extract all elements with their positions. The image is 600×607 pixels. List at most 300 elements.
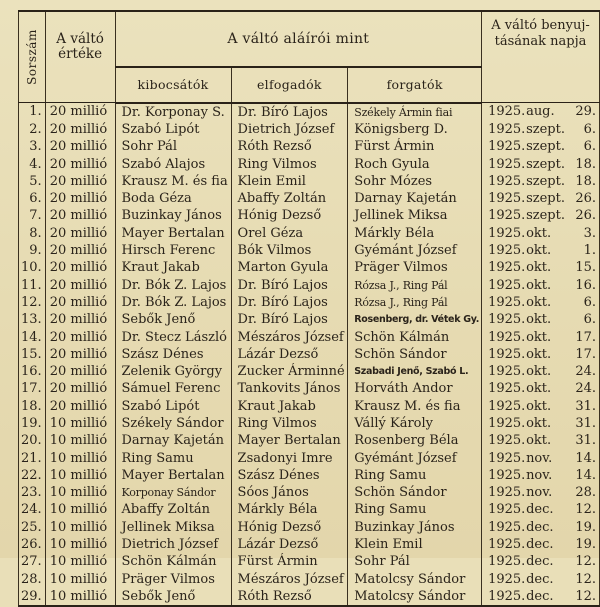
endorser: Rosenberg, dr. Vétek Gy. [348,311,482,328]
bill-value: 20 millió [45,328,115,345]
row-number: 11. [19,276,46,293]
date-month: dec. [526,588,554,604]
date-day: 12. [575,554,597,570]
issuer: Abaffy Zoltán [115,501,231,518]
date-year: 1925. [488,381,526,397]
bill-value: 10 millió [45,571,115,588]
row-number: 8. [19,225,46,242]
date-month: okt. [526,398,552,414]
acceptor: Hónig Dezső [231,207,348,224]
row-number: 24. [19,501,46,518]
endorser: Darnay Kajetán [348,190,482,207]
date-year: 1925. [488,156,526,172]
endorser: Matolcsy Sándor [348,571,482,588]
table-row [19,519,600,536]
header-kibocsatok: kibocsátók [115,67,231,102]
date-day: 18. [575,173,597,189]
header-elfogadok: elfogadók [231,67,348,102]
issuer: Zelenik György [115,363,231,380]
date-day: 31. [575,398,597,414]
date-day: 14. [575,467,597,483]
header-sorszam [19,11,46,103]
date-day: 31. [575,433,597,449]
bill-value: 10 millió [45,467,115,484]
table-row [19,328,600,345]
bill-value: 20 millió [45,311,115,328]
header-forgatok: forgatók [348,67,482,102]
endorser: Schön Kálmán [348,328,482,345]
date-month: szept. [526,191,565,207]
submission-date [482,432,600,449]
issuer: Szabó Lipót [115,398,231,415]
bill-value: 20 millió [45,276,115,293]
date-year: 1925. [488,277,526,293]
submission-date [482,588,600,606]
date-year: 1925. [488,243,526,259]
row-number: 29. [19,588,46,606]
endorser: Márkly Béla [348,225,482,242]
issuer: Dr. Bók Z. Lajos [115,276,231,293]
table-row [19,346,600,363]
header-alairok: A váltó aláírói mint [115,11,482,67]
date-month: okt. [526,433,552,449]
acceptor: Szász Dénes [231,467,348,484]
issuer: Darnay Kajetán [115,432,231,449]
submission-date [482,207,600,224]
date-day: 24. [575,364,597,380]
date-day: 18. [575,156,597,172]
row-number: 14. [19,328,46,345]
endorser: Rosenberg Béla [348,432,482,449]
date-year: 1925. [488,450,526,466]
date-year: 1925. [488,364,526,380]
bill-value: 20 millió [45,346,115,363]
date-day: 17. [575,346,597,362]
date-day: 6. [583,312,597,328]
row-number: 7. [19,207,46,224]
submission-date [482,190,600,207]
row-number: 12. [19,294,46,311]
acceptor: Orel Géza [231,225,348,242]
row-number: 9. [19,242,46,259]
table-row [19,155,600,172]
date-year: 1925. [488,208,526,224]
endorser: Sohr Mózes [348,173,482,190]
submission-date [482,415,600,432]
issuer: Mayer Bertalan [115,225,231,242]
endorser: Rózsa J., Ring Pál [348,276,482,293]
endorser: Matolcsy Sándor [348,588,482,606]
bill-value: 20 millió [45,259,115,276]
submission-date [482,449,600,466]
date-day: 28. [575,485,597,501]
bill-value: 20 millió [45,242,115,259]
date-month: okt. [526,381,552,397]
endorser: Ring Samu [348,501,482,518]
date-day: 29. [575,104,597,120]
issuer: Sebők Jenő [115,311,231,328]
date-year: 1925. [488,519,526,535]
date-day: 6. [583,139,597,155]
row-number: 15. [19,346,46,363]
acceptor: Klein Emil [231,173,348,190]
acceptor: Kraut Jakab [231,398,348,415]
submission-date [482,484,600,501]
endorser: Krausz M. és fia [348,398,482,415]
submission-date [482,553,600,570]
date-year: 1925. [488,415,526,431]
table-row [19,553,600,570]
table-row [19,242,600,259]
table-row [19,415,600,432]
date-month: dec. [526,571,554,587]
bill-value: 10 millió [45,415,115,432]
date-month: szept. [526,156,565,172]
acceptor: Lázár Dezső [231,536,348,553]
table-row [19,501,600,518]
endorser: Horváth Andor [348,380,482,397]
header-benyujtas: A váltó benyuj- tásának napja [482,11,600,103]
date-day: 6. [583,121,597,137]
table-header [19,11,600,103]
date-year: 1925. [488,502,526,518]
issuer: Dr. Korponay S. [115,103,231,121]
date-year: 1925. [488,121,526,137]
submission-date [482,276,600,293]
row-number: 27. [19,553,46,570]
table-row [19,225,600,242]
submission-date [482,138,600,155]
endorser: Ring Samu [348,467,482,484]
date-year: 1925. [488,329,526,345]
acceptor: Sóos János [231,484,348,501]
submission-date [482,363,600,380]
issuer: Boda Géza [115,190,231,207]
bill-value: 10 millió [45,501,115,518]
bill-value: 20 millió [45,380,115,397]
submission-date [482,225,600,242]
date-year: 1925. [488,433,526,449]
date-year: 1925. [488,260,526,276]
endorser: Schön Sándor [348,484,482,501]
issuer: Kraut Jakab [115,259,231,276]
table-row [19,294,600,311]
date-day: 3. [583,225,597,241]
table-row [19,588,600,606]
acceptor: Ring Vilmos [231,155,348,172]
bill-value: 20 millió [45,207,115,224]
acceptor: Zucker Árminné [231,363,348,380]
submission-date [482,242,600,259]
acceptor: Fürst Ármin [231,553,348,570]
endorser: Buzinkay János [348,519,482,536]
endorser: Roch Gyula [348,155,482,172]
date-month: okt. [526,225,552,241]
issuer: Buzinkay János [115,207,231,224]
date-day: 14. [575,450,597,466]
date-day: 12. [575,502,597,518]
date-day: 16. [575,277,597,293]
acceptor: Dr. Bíró Lajos [231,103,348,121]
table-row [19,467,600,484]
bill-value: 20 millió [45,138,115,155]
bill-of-exchange-table [18,10,600,607]
date-month: nov. [526,450,553,466]
bill-value: 20 millió [45,155,115,172]
acceptor: Mészáros József [231,571,348,588]
row-number: 4. [19,155,46,172]
row-number: 16. [19,363,46,380]
date-month: nov. [526,467,553,483]
date-year: 1925. [488,139,526,155]
endorser: Königsberg D. [348,121,482,138]
issuer: Sámuel Ferenc [115,380,231,397]
table-row [19,190,600,207]
submission-date [482,173,600,190]
endorser: Vállý Károly [348,415,482,432]
acceptor: Bók Vilmos [231,242,348,259]
bill-value: 10 millió [45,553,115,570]
table-row [19,432,600,449]
issuer: Szabó Lipót [115,121,231,138]
endorser: Szabadi Jenő, Szabó L. [348,363,482,380]
table-row [19,173,600,190]
acceptor: Marton Gyula [231,259,348,276]
date-year: 1925. [488,588,526,604]
date-day: 1. [583,243,597,259]
submission-date [482,519,600,536]
date-year: 1925. [488,191,526,207]
table-row [19,380,600,397]
row-number: 17. [19,380,46,397]
acceptor: Mészáros József [231,328,348,345]
date-year: 1925. [488,312,526,328]
submission-date [482,501,600,518]
bill-value: 20 millió [45,121,115,138]
date-day: 19. [575,519,597,535]
endorser: Präger Vilmos [348,259,482,276]
row-number: 5. [19,173,46,190]
date-day: 31. [575,415,597,431]
date-month: dec. [526,537,554,553]
bill-value: 20 millió [45,103,115,121]
issuer: Dr. Bók Z. Lajos [115,294,231,311]
issuer: Sebők Jenő [115,588,231,606]
endorser: Jellinek Miksa [348,207,482,224]
acceptor: Lázár Dezső [231,346,348,363]
bill-value: 20 millió [45,398,115,415]
date-year: 1925. [488,485,526,501]
date-month: okt. [526,294,552,310]
issuer: Krausz M. és fia [115,173,231,190]
date-month: okt. [526,243,552,259]
row-number: 25. [19,519,46,536]
date-day: 26. [575,208,597,224]
table-row [19,571,600,588]
table-row [19,121,600,138]
table-row [19,311,600,328]
endorser: Rózsa J., Ring Pál [348,294,482,311]
bill-value: 20 millió [45,190,115,207]
issuer: Szabó Alajos [115,155,231,172]
date-year: 1925. [488,571,526,587]
date-year: 1925. [488,294,526,310]
row-number: 13. [19,311,46,328]
date-month: okt. [526,415,552,431]
issuer: Präger Vilmos [115,571,231,588]
row-number: 26. [19,536,46,553]
issuer: Szász Dénes [115,346,231,363]
issuer: Schön Kálmán [115,553,231,570]
table-row [19,103,600,121]
table-row [19,363,600,380]
date-month: okt. [526,312,552,328]
acceptor: Róth Rezső [231,138,348,155]
acceptor: Róth Rezső [231,588,348,606]
table-row [19,449,600,466]
bill-value: 10 millió [45,432,115,449]
submission-date [482,155,600,172]
submission-date [482,398,600,415]
issuer: Sohr Pál [115,138,231,155]
submission-date [482,294,600,311]
date-month: szept. [526,139,565,155]
table-row [19,484,600,501]
date-month: aug. [526,104,555,120]
date-month: szept. [526,173,565,189]
submission-date [482,467,600,484]
issuer: Jellinek Miksa [115,519,231,536]
date-month: nov. [526,485,553,501]
header-ertek: A váltó értéke [45,11,115,103]
row-number: 6. [19,190,46,207]
date-year: 1925. [488,398,526,414]
date-year: 1925. [488,537,526,553]
date-month: dec. [526,519,554,535]
endorser: Székely Ármin fiai [348,103,482,121]
bill-value: 20 millió [45,173,115,190]
table-row [19,207,600,224]
endorser: Klein Emil [348,536,482,553]
submission-date [482,346,600,363]
acceptor: Ring Vilmos [231,415,348,432]
bill-value: 20 millió [45,363,115,380]
bill-value: 10 millió [45,519,115,536]
endorser: Gyémánt József [348,242,482,259]
row-number: 28. [19,571,46,588]
table-row [19,398,600,415]
table-row [19,138,600,155]
acceptor: Mayer Bertalan [231,432,348,449]
date-month: szept. [526,208,565,224]
acceptor: Dr. Bíró Lajos [231,276,348,293]
bill-value: 10 millió [45,588,115,606]
date-day: 19. [575,537,597,553]
row-number: 21. [19,449,46,466]
acceptor: Márkly Béla [231,501,348,518]
bill-value: 10 millió [45,449,115,466]
table-body [19,103,600,607]
date-year: 1925. [488,225,526,241]
endorser: Gyémánt József [348,449,482,466]
date-day: 12. [575,588,597,604]
table-row [19,276,600,293]
row-number: 18. [19,398,46,415]
date-year: 1925. [488,554,526,570]
submission-date [482,571,600,588]
bill-value: 10 millió [45,536,115,553]
date-day: 24. [575,381,597,397]
date-year: 1925. [488,173,526,189]
date-day: 15. [575,260,597,276]
endorser: Sohr Pál [348,553,482,570]
date-month: szept. [526,121,565,137]
acceptor: Abaffy Zoltán [231,190,348,207]
date-year: 1925. [488,467,526,483]
row-number: 2. [19,121,46,138]
acceptor: Dr. Bíró Lajos [231,311,348,328]
date-month: okt. [526,260,552,276]
acceptor: Dietrich József [231,121,348,138]
submission-date [482,103,600,121]
date-month: okt. [526,277,552,293]
acceptor: Zsadonyi Imre [231,449,348,466]
issuer: Ring Samu [115,449,231,466]
submission-date [482,311,600,328]
table-row [19,536,600,553]
date-day: 6. [583,294,597,310]
date-year: 1925. [488,104,526,120]
table-row [19,259,600,276]
issuer: Dietrich József [115,536,231,553]
issuer: Korponay Sándor [115,484,231,501]
bill-value: 20 millió [45,225,115,242]
issuer: Székely Sándor [115,415,231,432]
acceptor: Hónig Dezső [231,519,348,536]
submission-date [482,328,600,345]
endorser: Fürst Ármin [348,138,482,155]
date-month: dec. [526,554,554,570]
submission-date [482,121,600,138]
submission-date [482,536,600,553]
date-month: okt. [526,364,552,380]
date-year: 1925. [488,346,526,362]
date-day: 12. [575,571,597,587]
row-number: 22. [19,467,46,484]
submission-date [482,380,600,397]
submission-date [482,259,600,276]
row-number: 3. [19,138,46,155]
row-number: 10. [19,259,46,276]
endorser: Schön Sándor [348,346,482,363]
row-number: 23. [19,484,46,501]
acceptor: Tankovits János [231,380,348,397]
date-day: 17. [575,329,597,345]
bill-value: 20 millió [45,294,115,311]
date-day: 26. [575,191,597,207]
issuer: Hirsch Ferenc [115,242,231,259]
issuer: Mayer Bertalan [115,467,231,484]
date-month: okt. [526,329,552,345]
header-sorszam-label: Sorszám [24,29,39,85]
issuer: Dr. Stecz László [115,328,231,345]
date-month: okt. [526,346,552,362]
bill-value: 10 millió [45,484,115,501]
row-number: 1. [19,103,46,121]
acceptor: Dr. Bíró Lajos [231,294,348,311]
row-number: 20. [19,432,46,449]
row-number: 19. [19,415,46,432]
